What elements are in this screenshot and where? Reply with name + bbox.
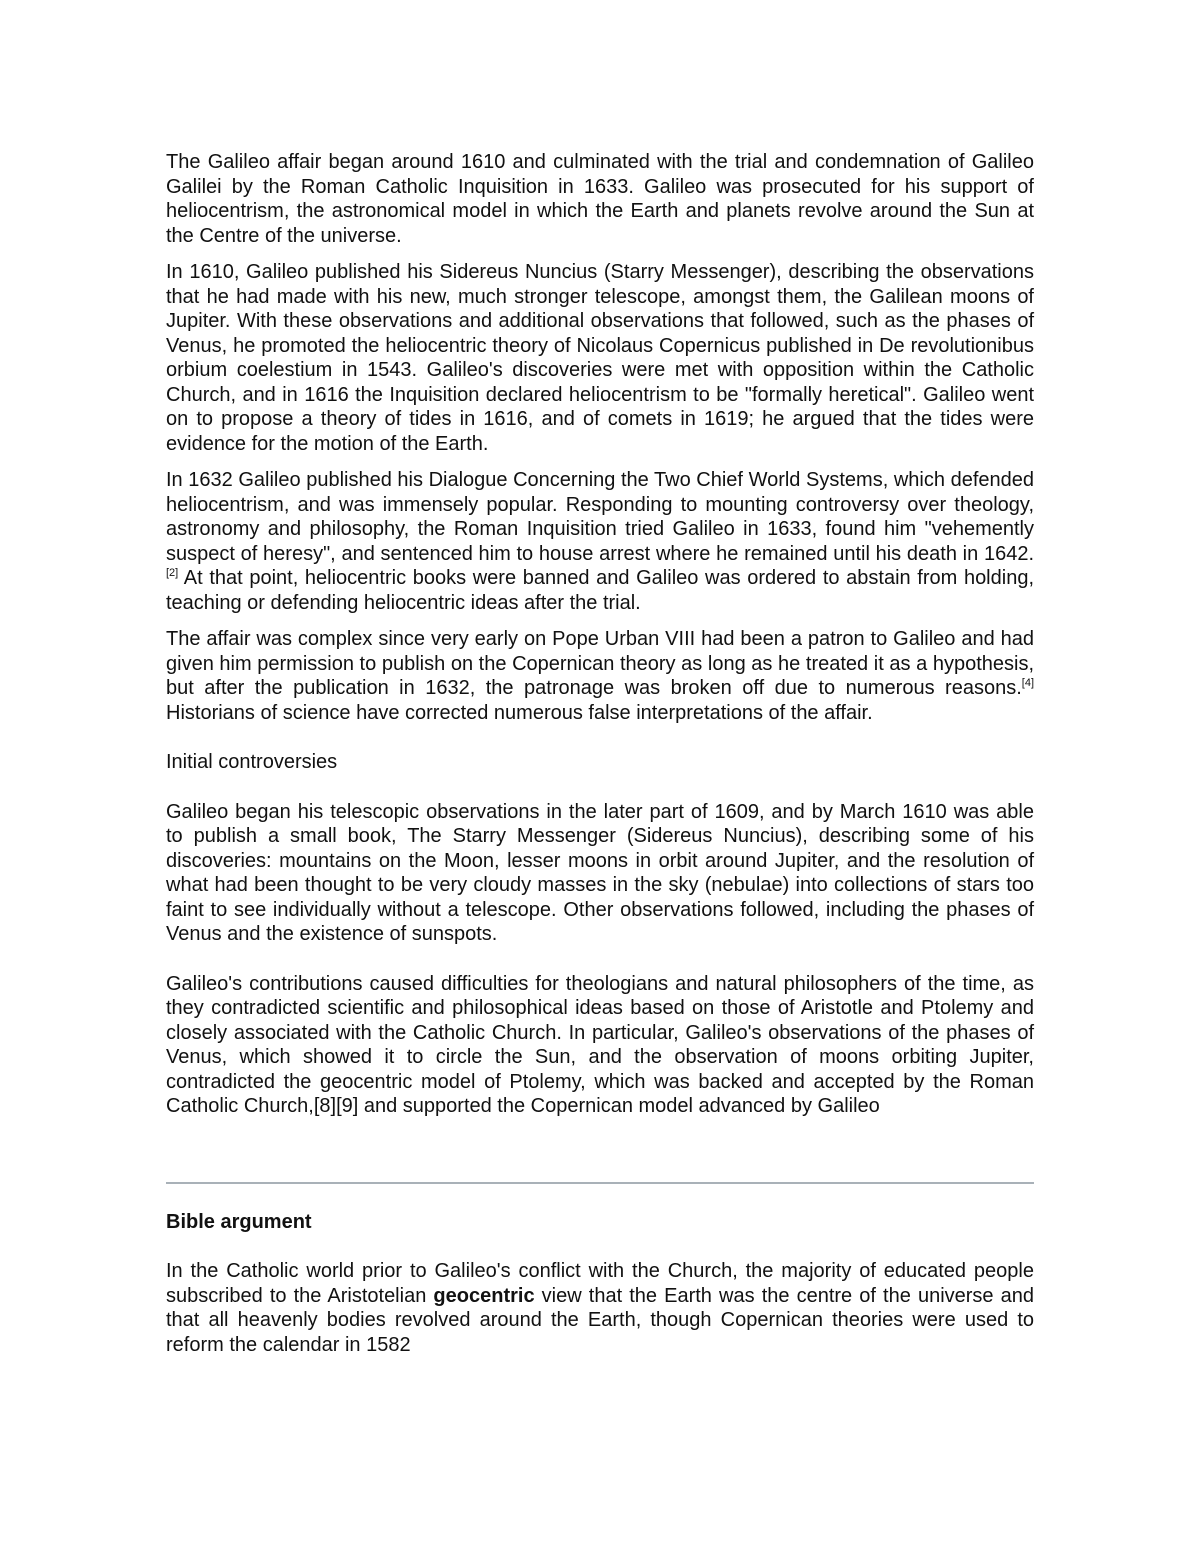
paragraph-gap xyxy=(166,1119,1034,1182)
paragraph-telescopic-observations: Galileo began his telescopic observations in the later part of 1609, and by March 1610 was able to publish a small book, The Starry Messenger (Sidereus Nuncius), describing some of his discoveries: mountains on the Moon, lesser moons in orbit around Jupiter, and the resolution of what had been thought to be very cloudy masses in the sky (nebulae) into collections of stars too faint to see individually without a telescope. Other observations followed, including the phases of Venus and the existence of sunspots. xyxy=(166,800,1034,945)
paragraph-catholic-world xyxy=(166,1259,1034,1357)
document-body xyxy=(166,150,1034,1357)
paragraph-text: Historians of science have corrected numerous false interpretations of the affair. xyxy=(166,701,873,724)
footnote-reference[interactable]: [2] xyxy=(166,567,179,579)
paragraph-gap xyxy=(166,456,1034,468)
section-heading-initial-controversies: Initial controversies xyxy=(166,751,338,773)
paragraph-affair-complexity xyxy=(166,627,1034,725)
paragraph-gap xyxy=(166,725,1034,750)
paragraph-gap xyxy=(166,248,1034,260)
paragraph-dialogue xyxy=(166,468,1034,615)
paragraph-gap xyxy=(166,775,1034,800)
paragraph-text: The affair was complex since very early on Pope Urban VIII had been a patron to Galileo and had given him permission to publish on the Copernican theory as long as he treated it as a hypothesis, but after the publication in 1632, the patronage was broken off due to numerous reasons. xyxy=(166,628,1034,699)
paragraph-text: In 1632 Galileo published his Dialogue Concerning the Two Chief World Systems, which defended heliocentrism, and was immensely popular. Responding to mounting controversy over theology, astronomy and philosophy, the Roman Inquisition tried Galileo in 1633, found him "vehemently suspect of heresy", and sentenced him to house arrest where he remained until his death in 1642. xyxy=(166,469,1034,565)
paragraph-gap xyxy=(166,1234,1034,1259)
paragraph-intro: The Galileo affair began around 1610 and culminated with the trial and condemnation of Galileo Galilei by the Roman Catholic Inquisition in 1633. Galileo was prosecuted for his support of heliocentrism, the astronomical model in which the Earth and planets revolve around the Sun at the Centre of the universe. xyxy=(166,151,1034,247)
bold-term: geocentric xyxy=(433,1284,535,1307)
section-heading-bible-argument: Bible argument xyxy=(166,1210,312,1233)
paragraph-text: In the Catholic world prior to Galileo's conflict with the Church, the majority of educated people subscribed to the Aristotelian xyxy=(166,1260,1034,1307)
paragraph-text: view that the Earth was the centre of the universe and that all heavenly bodies revolved around the Earth, though Copernican theories were used to reform the calendar in 1582 xyxy=(166,1284,1035,1356)
paragraph-gap xyxy=(166,615,1034,627)
paragraph-sidereus-nuncius: In 1610, Galileo published his Sidereus Nuncius (Starry Messenger), describing the observations that he had made with his new, much stronger telescope, amongst them, the Galilean moons of Jupiter. With these observations and additional observations that followed, such as the phases of Venus, he promoted the heliocentric theory of Nicolaus Copernicus published in De revolutionibus orbium coelestium in 1543. Galileo's discoveries were met with opposition within the Catholic Church, and in 1616 the Inquisition declared heliocentrism to be "formally heretical". Galileo went on to propose a theory of tides in 1616, and of comets in 1619; he argued that the tides were evidence for the motion of the Earth. xyxy=(166,261,1034,455)
paragraph-text: At that point, heliocentric books were banned and Galileo was ordered to abstain from holding, teaching or defending heliocentric ideas after the trial. xyxy=(166,567,1034,614)
paragraph-gap xyxy=(166,947,1034,972)
footnote-reference[interactable]: [4] xyxy=(1021,677,1034,689)
paragraph-gap xyxy=(166,1184,1034,1210)
paragraph-contributions: Galileo's contributions caused difficulties for theologians and natural philosophers of the time, as they contradicted scientific and philosophical ideas based on those of Aristotle and Ptolemy and closely associated with the Catholic Church. In particular, Galileo's observations of the phases of Venus, which showed it to circle the Sun, and the observation of moons orbiting Jupiter, contradicted the geocentric model of Ptolemy, which was backed and accepted by the Roman Catholic Church,[8][9] and supported the Copernican model advanced by Galileo xyxy=(166,972,1034,1117)
